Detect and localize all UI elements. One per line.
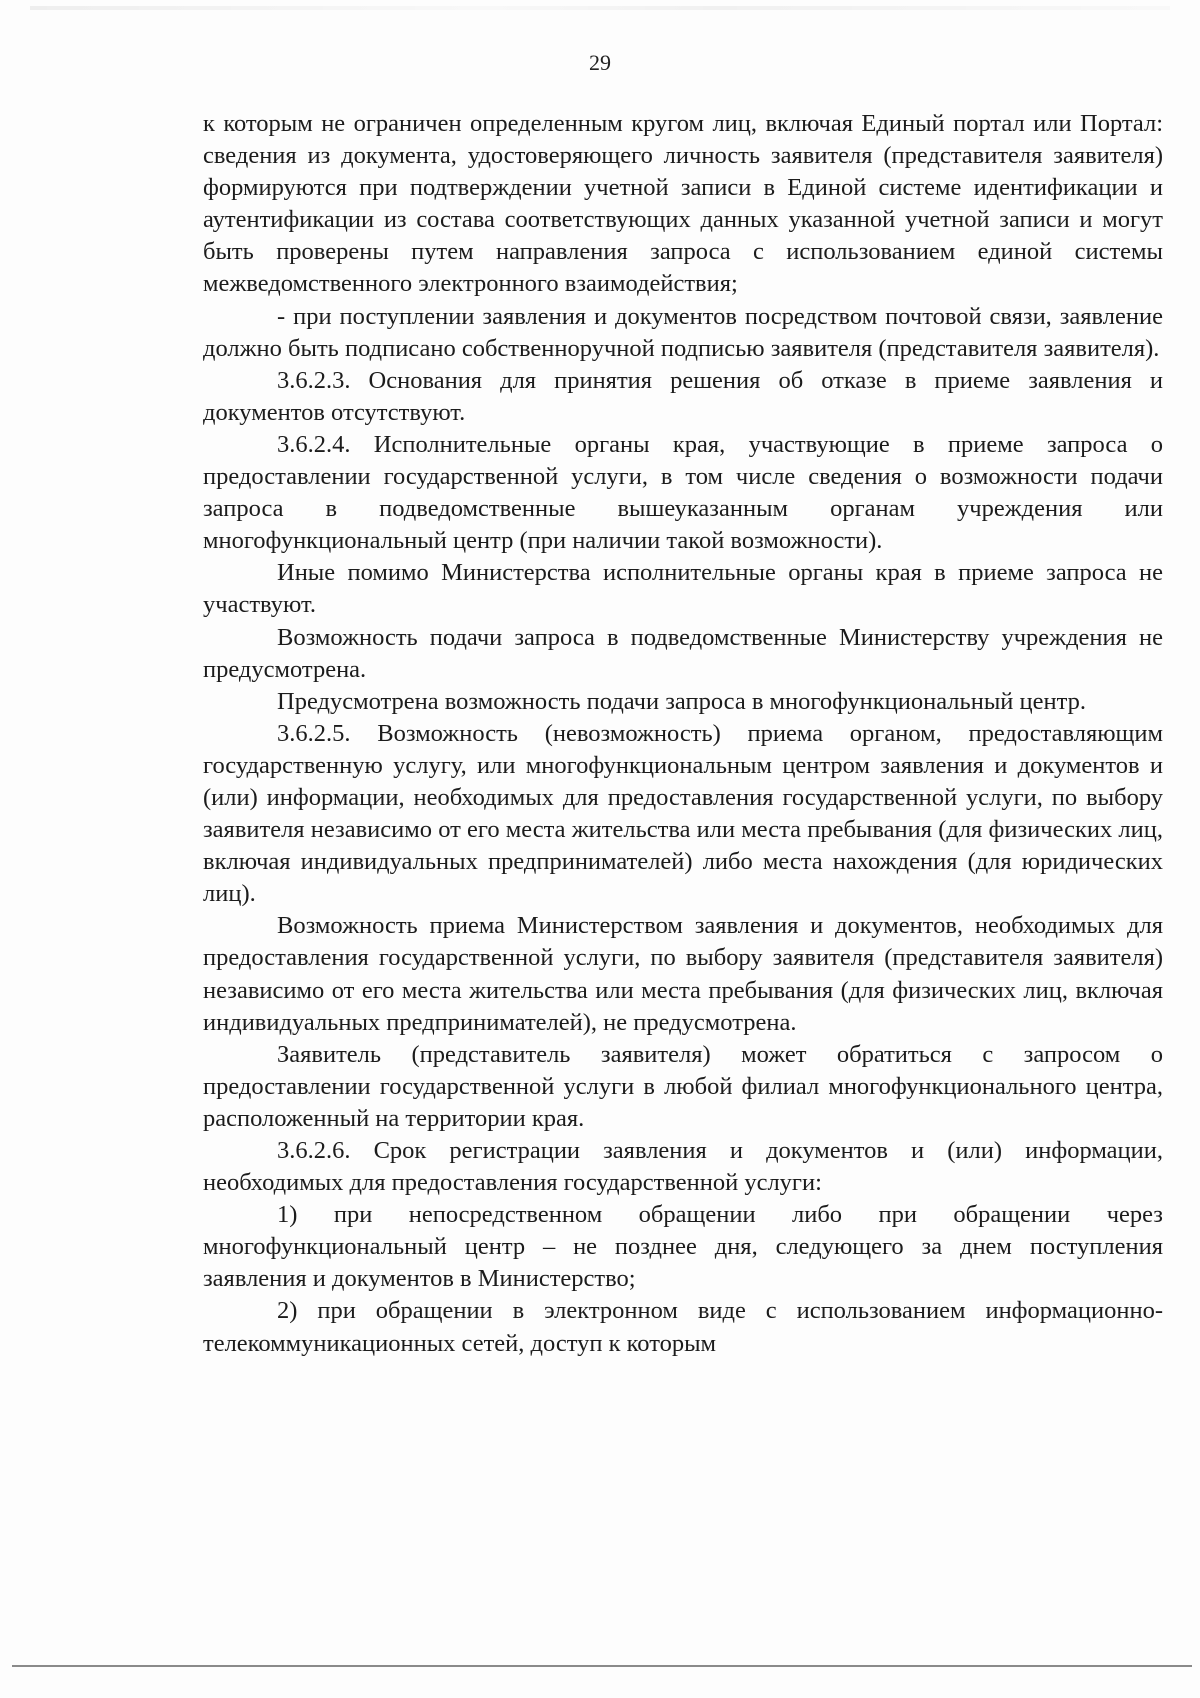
page-number: 29 (589, 50, 611, 75)
paragraph: 1) при непосредственном обращении либо при обращении через многофункциональный центр – не позднее дня, следующего за днем поступления заявления и документов в Министерство; (203, 1201, 1163, 1293)
paragraph: 3.6.2.4. Исполнительные органы края, участвующие в приеме запроса о предоставлении государственной услуги, в том числе сведения о возможности подачи запроса в подведомственные вышеуказанным органам учреждения или многофункциональный центр (при наличии такой возможности). (203, 430, 1163, 555)
paragraph: Предусмотрена возможность подачи запроса в многофункциональный центр. (277, 687, 1086, 715)
paragraph: к которым не ограничен определенным кругом лиц, включая Единый портал или Портал: сведения из документа, удостоверяющего личность заявителя (представителя заявителя) формируются при подтверждении учетной записи в Единой системе идентификации и аутентификации из состава соответствующих данных указанной учетной записи и могут быть проверены путем направления запроса с использованием единой системы межведомственного электронного взаимодействия; (203, 110, 1163, 298)
paragraph: Возможность приема Министерством заявления и документов, необходимых для предоставления государственной услуги, по выбору заявителя (представителя заявителя) независимо от его места жительства или места пребывания (для физических лиц, включая индивидуальных предпринимателей), не предусмотрена. (203, 912, 1163, 1036)
paragraph: - при поступлении заявления и документов посредством почтовой связи, заявление должно быть подписано собственноручной подписью заявителя (представителя заявителя). (203, 302, 1163, 362)
scan-edge (30, 6, 1170, 10)
paragraph: Заявитель (представитель заявителя) может обратиться с запросом о предоставлении государственной услуги в любой филиал многофункционального центра, расположенный на территории края. (203, 1040, 1163, 1132)
paragraph: 3.6.2.6. Срок регистрации заявления и документов и (или) информации, необходимых для предоставления государственной услуги: (203, 1137, 1163, 1197)
paragraph: 3.6.2.3. Основания для принятия решения об отказе в приеме заявления и документов отсутствуют. (203, 366, 1163, 426)
footer-rule (12, 1665, 1192, 1667)
paragraph: Возможность подачи запроса в подведомственные Министерству учреждения не предусмотрена. (203, 623, 1163, 683)
paragraph: 3.6.2.5. Возможность (невозможность) приема органом, предоставляющим государственную услугу, или многофункциональным центром заявления и документов и (или) информации, необходимых для предоставления государственной услуги, по выбору заявителя независимо от его места жительства или места пребывания (для физических лиц, включая индивидуальных предпринимателей) либо места нахождения (для юридических лиц). (203, 719, 1163, 908)
paragraph: Иные помимо Министерства исполнительные органы края в приеме запроса не участвуют. (203, 559, 1163, 619)
document-body (203, 108, 1163, 1360)
paragraph: 2) при обращении в электронном виде с использованием информационно-телекоммуникационных сетей, доступ к которым (203, 1297, 1163, 1357)
